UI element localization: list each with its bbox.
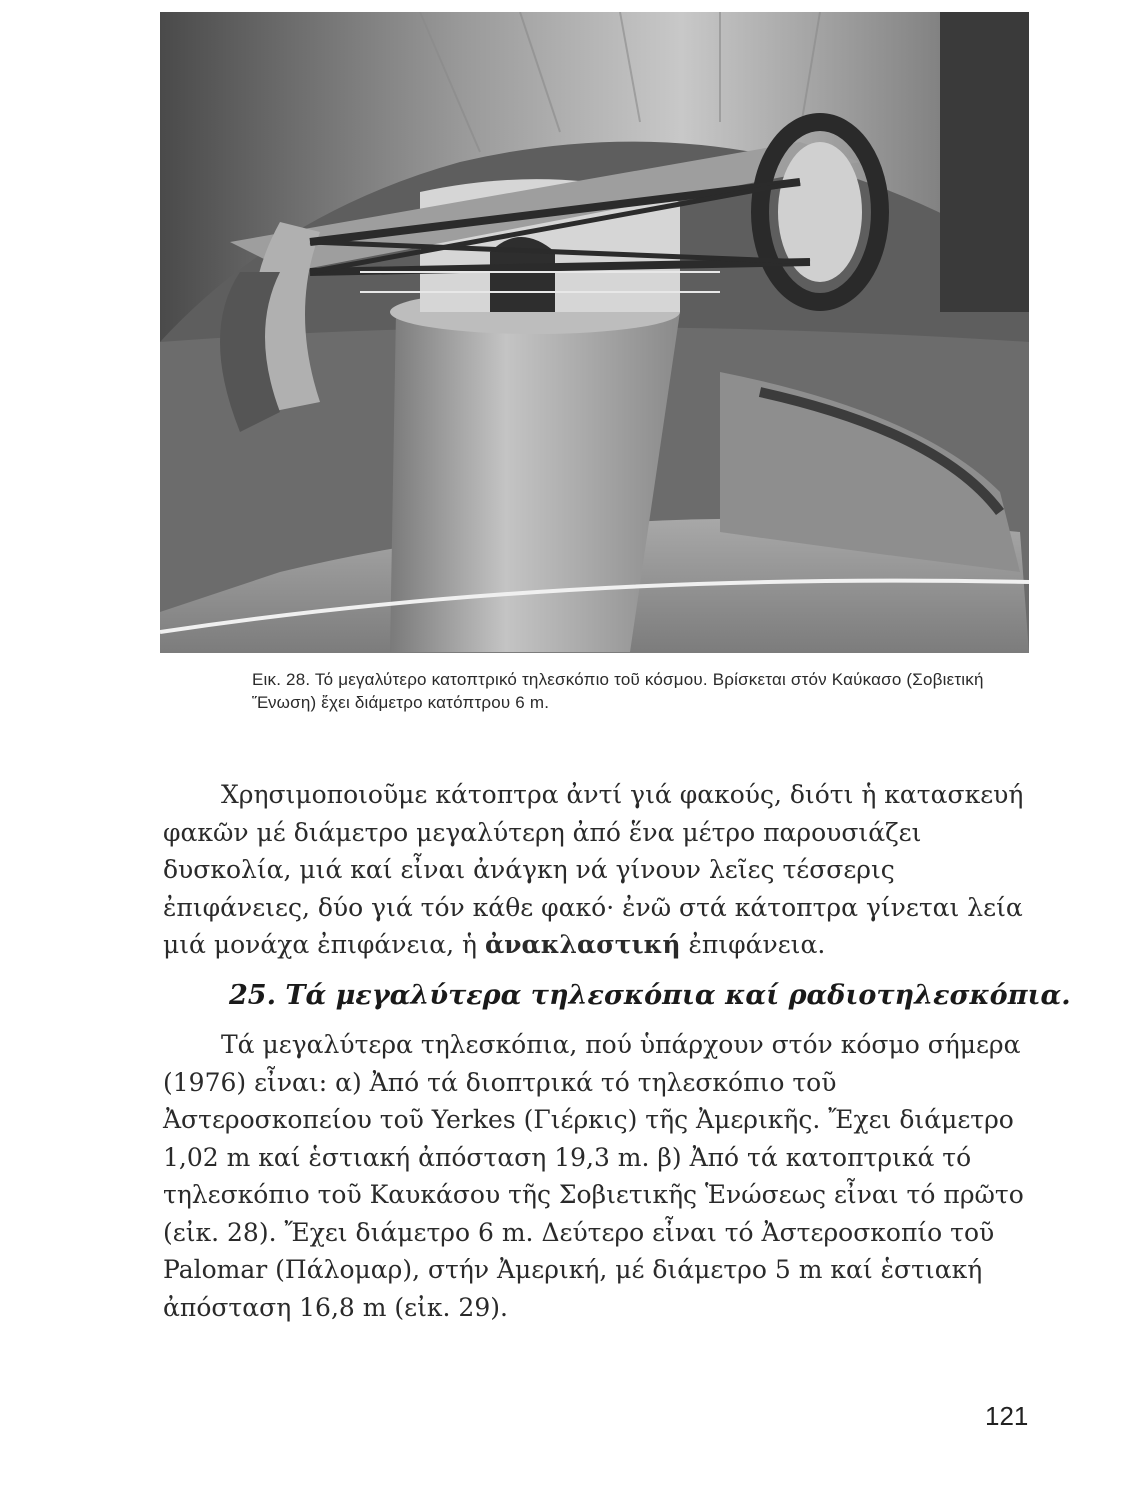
figure-caption: Εικ. 28. Τό μεγαλύτερο κατοπτρικό τηλεσκόπιο τοῦ κόσμου. Βρίσκεται στόν Καύκασο (Σοβιετική Ἕνωση) ἔχει διάμετρο κατόπτρου 6 m. (252, 670, 984, 712)
section-heading: 25. Τά μεγαλύτερα τηλεσκόπια καί ραδιοτηλεσκόπια. (229, 980, 1071, 1011)
page-number: 121 (985, 1401, 1029, 1431)
telescope-photo (160, 12, 1029, 653)
paragraph-mirrors (163, 776, 1035, 964)
paragraph1-bold-term: ἀνακλαστική (484, 930, 681, 959)
paragraph-largest-telescopes (163, 1026, 1035, 1326)
paragraph1-tail: ἐπιφάνεια. (688, 930, 826, 959)
paragraph2-text: Τά μεγαλύτερα τηλεσκόπια, πού ὑπάρχουν στόν κόσμο σήμερα (1976) εἶναι: α) Ἀπό τά διοπτρικά τό τηλεσκόπιο τοῦ Ἀστεροσκοπείου τοῦ Yerkes (Γιέρκις) τῆς Ἀμερικῆς. Ἔχει διάμετρο 1,02 m καί ἑστιακή ἀπόσταση 19,3 m. β) Ἀπό τά κατοπτρικά τό τηλεσκόπιο τοῦ Καυκάσου τῆς Σοβιετικῆς Ἑνώσεως εἶναι τό πρῶτο (εἰκ. 28). Ἔχει διάμετρο 6 m. Δεύτερο εἶναι τό Ἀστεροσκοπίο τοῦ Palomar (Πάλομαρ), στήν Ἀμερική, μέ διάμετρο 5 m καί ἑστιακή ἀπόσταση 16,8 m (εἰκ. 29). (163, 1030, 1024, 1322)
paragraph1-text: Χρησιμοποιοῦμε κάτοπτρα ἀντί γιά φακούς, διότι ἡ κατασκευή φακῶν μέ διάμετρο μεγαλύτερη ἀπό ἕνα μέτρο παρουσιάζει δυσκολία, μιά καί εἶναι ἀνάγκη νά γίνουν λεῖες τέσσερις ἐπιφάνειες, δύο γιά τόν κάθε φακό· ἐνῶ στά κάτοπτρα γίνεται λεία μιά μονάχα ἐπιφάνεια, ἡ (163, 780, 1024, 959)
